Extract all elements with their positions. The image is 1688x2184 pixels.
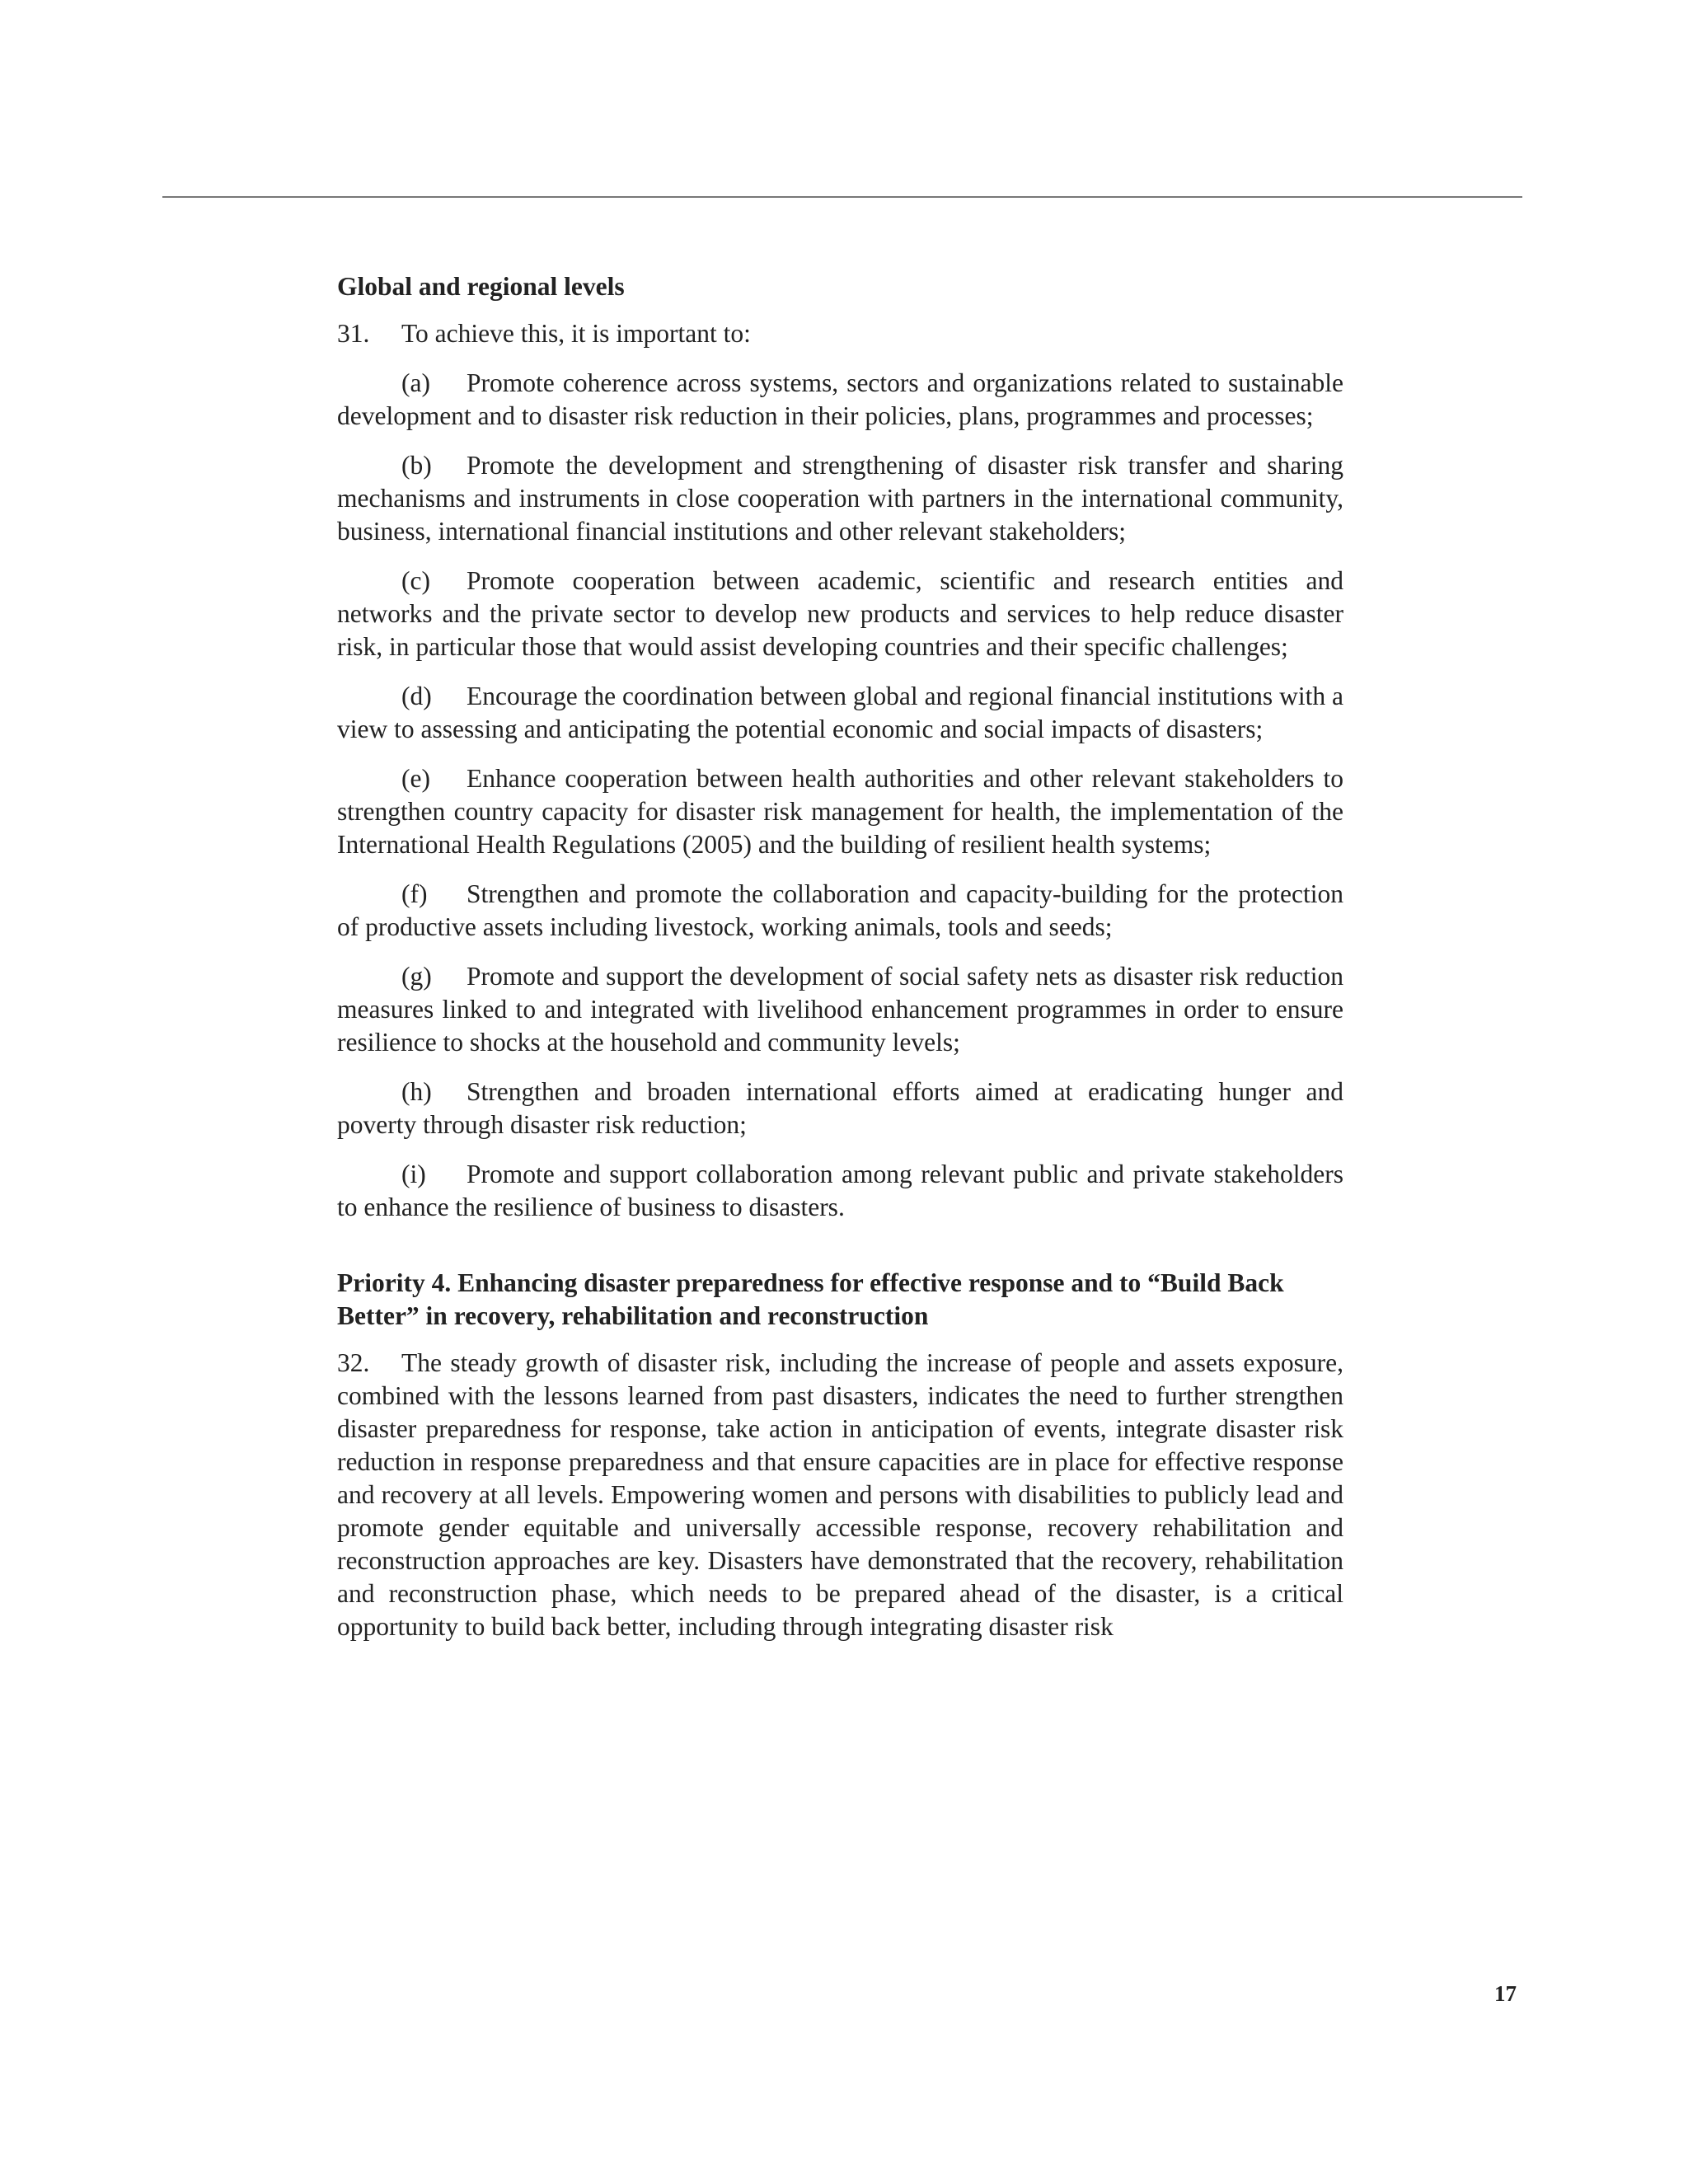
list-item-g	[337, 960, 1343, 1059]
header-rule	[162, 196, 1522, 198]
paragraph-text: The steady growth of disaster risk, including the increase of people and assets exposure, combined with the lessons learned from past disasters, indicates the need to further strengthen disaster preparedness for response, take action in anticipation of events, integrate disaster risk reduction in response preparedness and that ensure capacities are in place for effective response and recovery at all levels. Empowering women and persons with disabilities to publicly lead and promote gender equitable and universally accessible response, recovery rehabilitation and reconstruction approaches are key. Disasters have demonstrated that the recovery, rehabilitation and reconstruction phase, which needs to be prepared ahead of the disaster, is a critical opportunity to build back better, including through integrating disaster risk	[337, 1348, 1343, 1641]
list-item-b	[337, 449, 1343, 548]
section-heading-global-regional: Global and regional levels	[337, 272, 625, 301]
item-label: (a)	[401, 368, 430, 397]
item-label: (f)	[401, 879, 428, 908]
list-item-a	[337, 367, 1343, 433]
item-label: (d)	[401, 682, 432, 710]
paragraph-31	[337, 317, 1343, 350]
item-label: (i)	[401, 1160, 426, 1188]
item-text: Promote and support collaboration among relevant public and private stakeholders to enhance the resilience of business to disasters.	[337, 1160, 1343, 1221]
item-text: Promote the development and strengthening of disaster risk transfer and sharing mechanisms and instruments in close cooperation with partners in the international community, business, international financial institutions and other relevant stakeholders;	[337, 451, 1343, 546]
item-label: (e)	[401, 764, 430, 793]
list-item-i	[337, 1158, 1343, 1224]
item-label: (c)	[401, 566, 430, 595]
page-body	[337, 270, 1343, 1660]
item-text: Promote and support the development of social safety nets as disaster risk reduction measures linked to and integrated with livelihood enhancement programmes in order to ensure resilience to shocks at the household and community levels;	[337, 962, 1343, 1057]
item-label: (g)	[401, 962, 432, 991]
section-heading-priority-4: Priority 4. Enhancing disaster preparedness for effective response and to “Build Back Better” in recovery, rehabilitation and reconstruction	[337, 1268, 1284, 1330]
item-text: Encourage the coordination between global and regional financial institutions with a view to assessing and anticipating the potential economic and social impacts of disasters;	[337, 682, 1343, 743]
item-text: Strengthen and promote the collaboration and capacity-building for the protection of productive assets including livestock, working animals, tools and seeds;	[337, 879, 1343, 941]
paragraph-32	[337, 1347, 1343, 1643]
list-item-h	[337, 1076, 1343, 1141]
item-text: Promote coherence across systems, sectors and organizations related to sustainable development and to disaster risk reduction in their policies, plans, programmes and processes;	[337, 368, 1343, 430]
item-text: Strengthen and broaden international efforts aimed at eradicating hunger and poverty through disaster risk reduction;	[337, 1077, 1343, 1139]
paragraph-number: 32.	[337, 1348, 370, 1377]
item-label: (b)	[401, 451, 432, 480]
paragraph-number: 31.	[337, 319, 370, 348]
list-item-e	[337, 762, 1343, 861]
page-number: 17	[1494, 1981, 1517, 2006]
list-item-d	[337, 680, 1343, 746]
item-text: Promote cooperation between academic, scientific and research entities and networks and the private sector to develop new products and services to help reduce disaster risk, in particular those that would assist developing countries and their specific challenges;	[337, 566, 1343, 661]
list-item-c	[337, 565, 1343, 663]
paragraph-text: To achieve this, it is important to:	[401, 319, 751, 348]
item-text: Enhance cooperation between health authorities and other relevant stakeholders to strengthen country capacity for disaster risk management for health, the implementation of the International Health Regulations (2005) and the building of resilient health systems;	[337, 764, 1343, 859]
list-item-f	[337, 878, 1343, 944]
item-label: (h)	[401, 1077, 432, 1106]
